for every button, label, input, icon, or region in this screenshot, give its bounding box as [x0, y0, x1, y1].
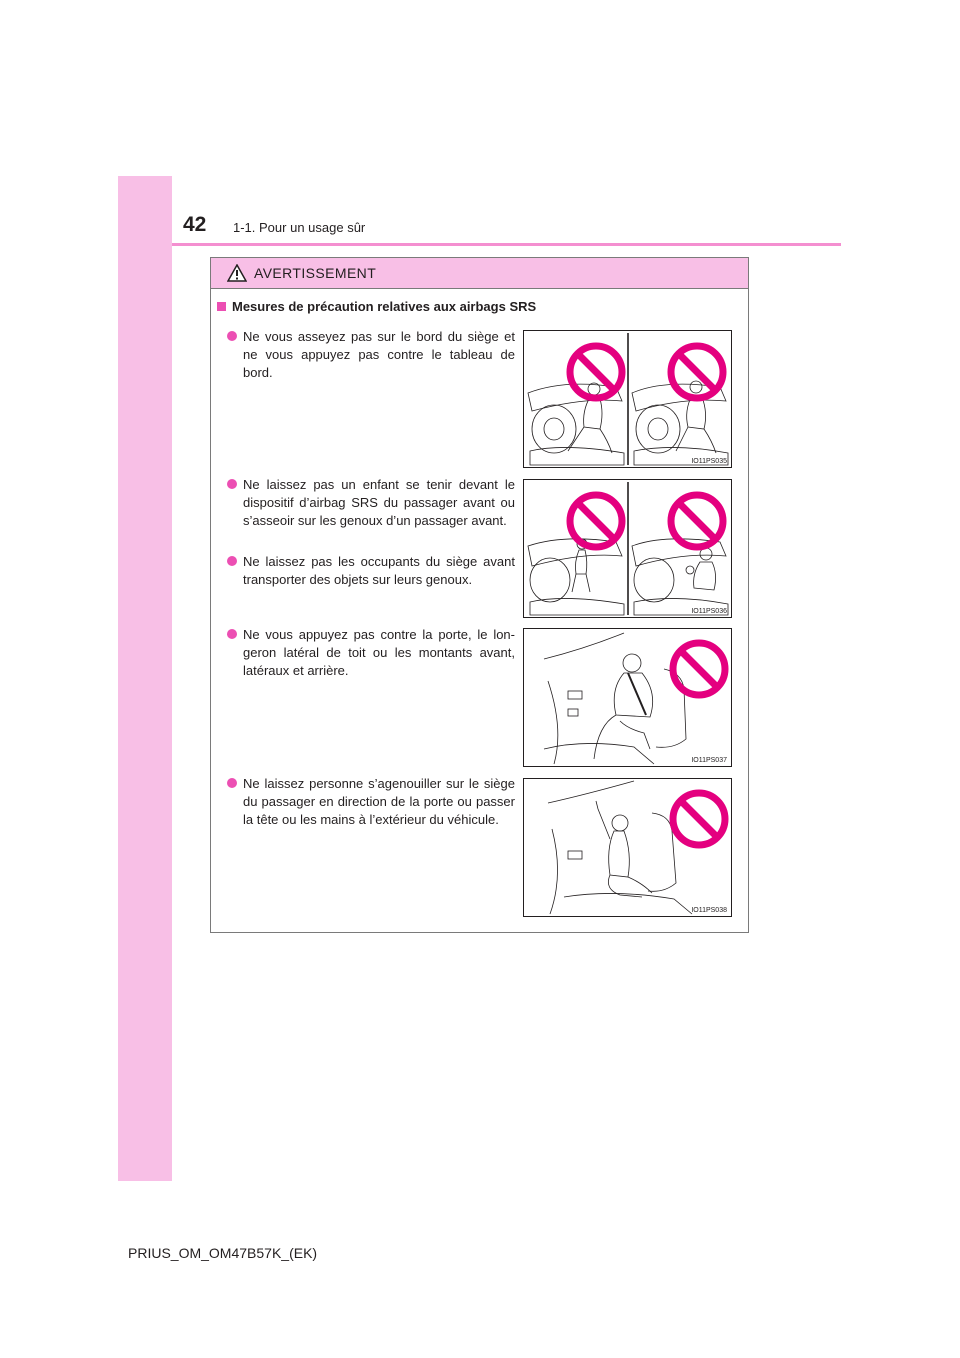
illustration-code: IO11PS036: [691, 608, 727, 615]
list-item-text: Ne laissez pas les occupants du siège avant transporter des objets sur leurs genoux.: [243, 554, 515, 587]
warning-header: [211, 258, 748, 289]
illustration-kneeling: [523, 778, 732, 917]
square-bullet-icon: [217, 302, 226, 311]
list-item: [227, 626, 515, 680]
subheading-text: Mesures de précaution relatives aux airbags SRS: [232, 299, 537, 314]
list-item-text: Ne laissez pas un enfant se tenir devant le dispositif d’airbag SRS du passager avant ou s’asseoir sur les genoux d’un passager avant.: [243, 477, 515, 528]
illustration-child-front: [523, 479, 732, 618]
illustration-code: IO11PS035: [691, 458, 727, 465]
list-item: [227, 553, 515, 589]
car-interior-drawing: [524, 331, 731, 467]
car-interior-drawing: [524, 779, 731, 916]
list-item: [227, 775, 515, 829]
bullet-dot-icon: [227, 629, 237, 639]
bullet-dot-icon: [227, 778, 237, 788]
list-item-text: Ne laissez personne s’agenouiller sur le siège du passager en direction de la porte ou passer la tête ou les mains à l’extérieur du véhicule.: [243, 776, 515, 827]
list-item: [227, 476, 515, 530]
bullet-dot-icon: [227, 479, 237, 489]
list-item: [227, 328, 515, 382]
car-interior-drawing: [524, 629, 731, 766]
section-title: 1-1. Pour un usage sûr: [233, 220, 366, 235]
car-interior-drawing: [524, 480, 731, 617]
illustration-dashboard-lean: [523, 330, 732, 468]
list-item-text: Ne vous asseyez pas sur le bord du siège et ne vous appuyez pas contre le tableau de bord.: [243, 329, 515, 380]
illustration-door-lean: [523, 628, 732, 767]
warning-subheading: [217, 299, 536, 315]
warning-title: AVERTISSEMENT: [254, 265, 377, 281]
side-tab-strip: [118, 176, 172, 1181]
illustration-code: IO11PS037: [691, 757, 727, 764]
bullet-dot-icon: [227, 331, 237, 341]
footer-doc-id: PRIUS_OM_OM47B57K_(EK): [128, 1245, 318, 1261]
illustration-code: IO11PS038: [691, 907, 727, 914]
bullet-dot-icon: [227, 556, 237, 566]
list-item-text: Ne vous appuyez pas contre la porte, le lon-geron latéral de toit ou les montants avant, latéraux et arrière.: [243, 627, 515, 678]
warning-box: [210, 257, 749, 933]
warning-triangle-icon: [227, 264, 247, 282]
header-rule: [172, 243, 841, 246]
page-number: 42: [183, 213, 207, 236]
